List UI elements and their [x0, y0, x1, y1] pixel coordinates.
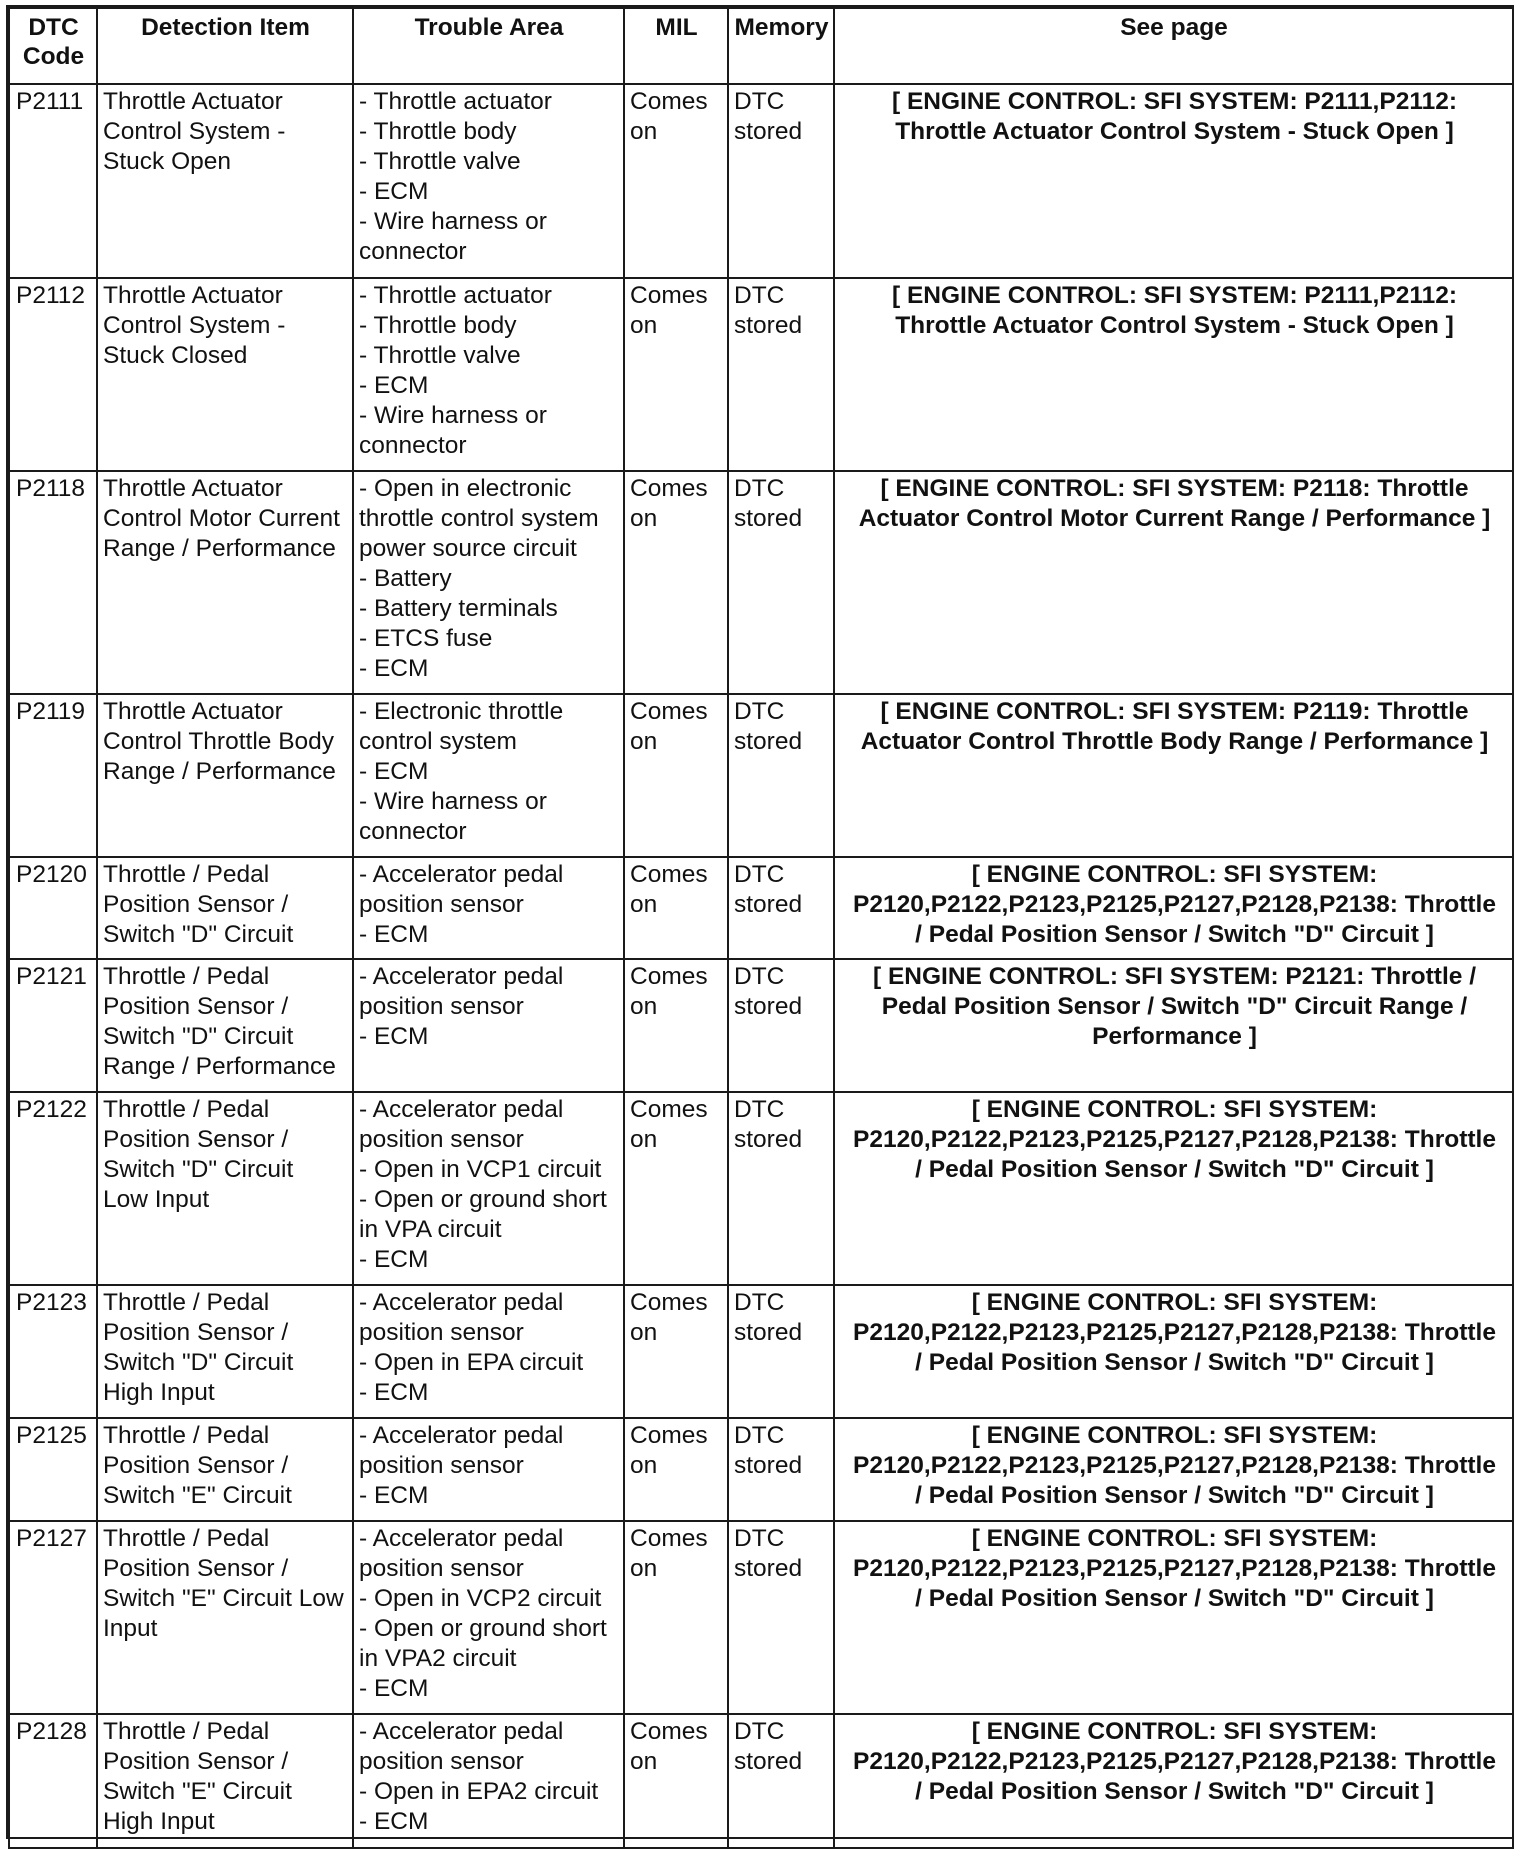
mil-cell: Comes on: [624, 694, 728, 857]
trouble-area-cell: - Electronic throttle control system - ECM - Wire harness or connector: [353, 694, 624, 857]
mil-cell: Comes on: [624, 1521, 728, 1714]
see-page-link[interactable]: [ ENGINE CONTROL: SFI SYSTEM: P2120,P2122,P2123,P2125,P2127,P2128,P2138: Throttle / Pedal Position Sensor / Switch "D" Circuit ]: [834, 1521, 1513, 1714]
see-page-link[interactable]: [ ENGINE CONTROL: SFI SYSTEM: P2120,P2122,P2123,P2125,P2127,P2128,P2138: Throttle / Pedal Position Sensor / Switch "D" Circuit ]: [834, 1285, 1513, 1418]
see-page-link[interactable]: [ ENGINE CONTROL: SFI SYSTEM: P2111,P2112: Throttle Actuator Control System - Stuck Open ]: [834, 278, 1513, 471]
trouble-area-cell: - Open in electronic throttle control system power source circuit - Battery - Battery terminals - ETCS fuse - ECM: [353, 471, 624, 694]
detection-item-cell: Throttle / Pedal Position Sensor / Switch "D" Circuit: [97, 857, 353, 959]
table-body: [9, 84, 1513, 1848]
see-page-link[interactable]: [ ENGINE CONTROL: SFI SYSTEM: P2121: Throttle / Pedal Position Sensor / Switch "D" Circuit Range / Performance ]: [834, 959, 1513, 1092]
see-page-link[interactable]: [ ENGINE CONTROL: SFI SYSTEM: P2119: Throttle Actuator Control Throttle Body Range / Performance ]: [834, 694, 1513, 857]
dtc-code-cell: P2123: [9, 1285, 97, 1418]
dtc-code-cell: P2112: [9, 278, 97, 471]
dtc-table: [8, 7, 1514, 1849]
dtc-code-cell: P2121: [9, 959, 97, 1092]
header-row: [9, 8, 1513, 84]
mil-cell: Comes on: [624, 84, 728, 278]
mil-cell: Comes on: [624, 1418, 728, 1521]
dtc-code-cell: P2111: [9, 84, 97, 278]
table-row: [9, 1285, 1513, 1418]
memory-cell: DTC stored: [728, 1714, 834, 1848]
mil-cell: Comes on: [624, 1092, 728, 1285]
memory-cell: DTC stored: [728, 1418, 834, 1521]
trouble-area-cell: - Throttle actuator - Throttle body - Throttle valve - ECM - Wire harness or connector: [353, 278, 624, 471]
trouble-area-cell: - Accelerator pedal position sensor - Open in VCP1 circuit - Open or ground short in VPA circuit - ECM: [353, 1092, 624, 1285]
mil-cell: Comes on: [624, 1714, 728, 1848]
mil-cell: Comes on: [624, 278, 728, 471]
trouble-area-cell: - Accelerator pedal position sensor - Open in EPA2 circuit - ECM: [353, 1714, 624, 1848]
dtc-code-cell: P2128: [9, 1714, 97, 1848]
header-detection-item: Detection Item: [97, 8, 353, 84]
see-page-link[interactable]: [ ENGINE CONTROL: SFI SYSTEM: P2120,P2122,P2123,P2125,P2127,P2128,P2138: Throttle / Pedal Position Sensor / Switch "D" Circuit ]: [834, 857, 1513, 959]
detection-item-cell: Throttle Actuator Control System - Stuck Closed: [97, 278, 353, 471]
detection-item-cell: Throttle Actuator Control Motor Current Range / Performance: [97, 471, 353, 694]
table-row: [9, 278, 1513, 471]
table-row: [9, 471, 1513, 694]
table-row: [9, 1714, 1513, 1848]
detection-item-cell: Throttle / Pedal Position Sensor / Switch "E" Circuit Low Input: [97, 1521, 353, 1714]
memory-cell: DTC stored: [728, 857, 834, 959]
header-trouble-area: Trouble Area: [353, 8, 624, 84]
dtc-code-cell: P2118: [9, 471, 97, 694]
detection-item-cell: Throttle Actuator Control System - Stuck Open: [97, 84, 353, 278]
see-page-link[interactable]: [ ENGINE CONTROL: SFI SYSTEM: P2120,P2122,P2123,P2125,P2127,P2128,P2138: Throttle / Pedal Position Sensor / Switch "D" Circuit ]: [834, 1092, 1513, 1285]
detection-item-cell: Throttle / Pedal Position Sensor / Switch "D" Circuit Low Input: [97, 1092, 353, 1285]
dtc-code-cell: P2125: [9, 1418, 97, 1521]
header-mil: MIL: [624, 8, 728, 84]
table-row: [9, 84, 1513, 278]
dtc-code-cell: P2119: [9, 694, 97, 857]
dtc-code-cell: P2120: [9, 857, 97, 959]
header-memory: Memory: [728, 8, 834, 84]
mil-cell: Comes on: [624, 1285, 728, 1418]
table-row: [9, 1092, 1513, 1285]
table-row: [9, 1418, 1513, 1521]
trouble-area-cell: - Accelerator pedal position sensor - Open in VCP2 circuit - Open or ground short in VPA2 circuit - ECM: [353, 1521, 624, 1714]
detection-item-cell: Throttle Actuator Control Throttle Body Range / Performance: [97, 694, 353, 857]
memory-cell: DTC stored: [728, 1092, 834, 1285]
table-row: [9, 959, 1513, 1092]
memory-cell: DTC stored: [728, 694, 834, 857]
trouble-area-cell: - Throttle actuator - Throttle body - Throttle valve - ECM - Wire harness or connector: [353, 84, 624, 278]
detection-item-cell: Throttle / Pedal Position Sensor / Switch "D" Circuit High Input: [97, 1285, 353, 1418]
detection-item-cell: Throttle / Pedal Position Sensor / Switch "D" Circuit Range / Performance: [97, 959, 353, 1092]
see-page-link[interactable]: [ ENGINE CONTROL: SFI SYSTEM: P2120,P2122,P2123,P2125,P2127,P2128,P2138: Throttle / Pedal Position Sensor / Switch "D" Circuit ]: [834, 1418, 1513, 1521]
memory-cell: DTC stored: [728, 84, 834, 278]
trouble-area-cell: - Accelerator pedal position sensor - ECM: [353, 857, 624, 959]
dtc-code-cell: P2122: [9, 1092, 97, 1285]
table-row: [9, 857, 1513, 959]
mil-cell: Comes on: [624, 857, 728, 959]
trouble-area-cell: - Accelerator pedal position sensor - ECM: [353, 959, 624, 1092]
mil-cell: Comes on: [624, 959, 728, 1092]
memory-cell: DTC stored: [728, 471, 834, 694]
see-page-link[interactable]: [ ENGINE CONTROL: SFI SYSTEM: P2118: Throttle Actuator Control Motor Current Range / Performance ]: [834, 471, 1513, 694]
dtc-code-cell: P2127: [9, 1521, 97, 1714]
see-page-link[interactable]: [ ENGINE CONTROL: SFI SYSTEM: P2120,P2122,P2123,P2125,P2127,P2128,P2138: Throttle / Pedal Position Sensor / Switch "D" Circuit ]: [834, 1714, 1513, 1848]
memory-cell: DTC stored: [728, 278, 834, 471]
memory-cell: DTC stored: [728, 959, 834, 1092]
detection-item-cell: Throttle / Pedal Position Sensor / Switch "E" Circuit: [97, 1418, 353, 1521]
see-page-link[interactable]: [ ENGINE CONTROL: SFI SYSTEM: P2111,P2112: Throttle Actuator Control System - Stuck Open ]: [834, 84, 1513, 278]
header-see-page: See page: [834, 8, 1513, 84]
trouble-area-cell: - Accelerator pedal position sensor - Open in EPA circuit - ECM: [353, 1285, 624, 1418]
trouble-area-cell: - Accelerator pedal position sensor - ECM: [353, 1418, 624, 1521]
table-row: [9, 1521, 1513, 1714]
mil-cell: Comes on: [624, 471, 728, 694]
header-dtc-code: DTC Code: [9, 8, 97, 84]
detection-item-cell: Throttle / Pedal Position Sensor / Switch "E" Circuit High Input: [97, 1714, 353, 1848]
table-row: [9, 694, 1513, 857]
memory-cell: DTC stored: [728, 1521, 834, 1714]
memory-cell: DTC stored: [728, 1285, 834, 1418]
table-header: [9, 8, 1513, 84]
